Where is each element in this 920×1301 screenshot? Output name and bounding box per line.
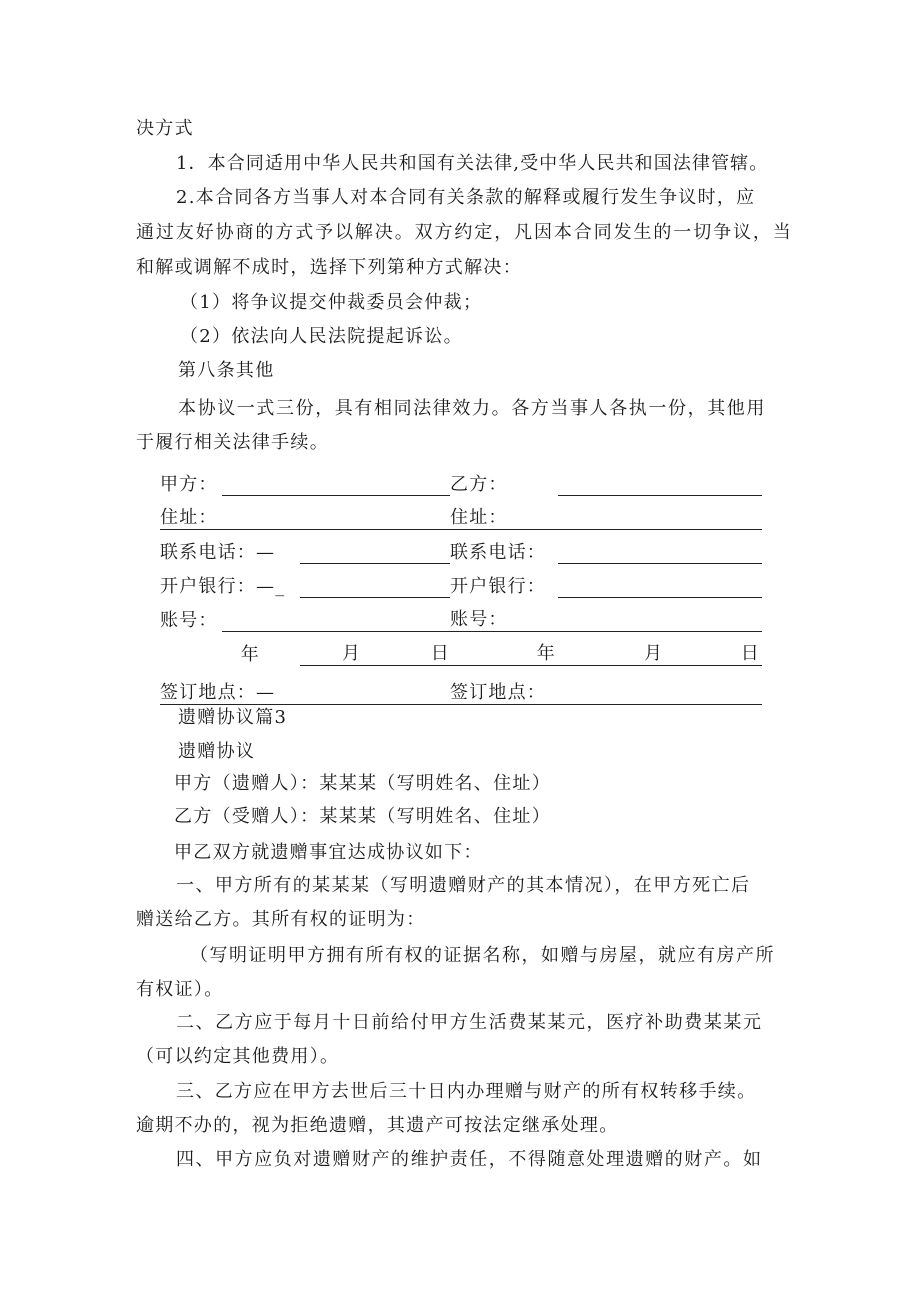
paragraph-line: 逾期不办的，视为拒绝遗赠，其遗产可按法定继承处理。 [136,1115,619,1136]
party-b-label: 乙方： [450,473,508,495]
account-b-label: 账号： [450,609,508,630]
day-b-text: 日 [740,643,760,664]
signature-table [160,462,762,705]
document-title: 遗赠协议 [178,741,256,762]
bank-b-label: 开户银行： [450,575,546,597]
paragraph-line: 1．本合同适用中华人民共和国有关法律,受中华人民共和国法律管辖。 [176,153,769,174]
paragraph-line: 三、乙方应在甲方去世后三十日内办理赠与财产的所有权转移手续。 [176,1081,757,1102]
paragraph-line: 和解或调解不成时，选择下列第种方式解决： [136,257,522,278]
paragraph-line: （可以约定其他费用）。 [136,1046,340,1067]
month-a [300,632,450,666]
paragraph-line: 有权证）。 [136,979,224,1000]
phone-b-label: 联系电话： [450,541,546,563]
paragraph-line: 本协议一式三份，具有相同法律效力。各方当事人各执一份，其他用 [178,398,766,419]
bank-a-label: 开户银行：—_ [160,575,286,597]
party-a-line: 甲方（遗赠人）：某某某（写明姓名、住址） [174,773,551,794]
paragraph-line: 赠送给乙方。其所有权的证明为： [136,909,426,930]
paragraph-line: 通过友好协商的方式予以解决。双方约定，凡因本合同发生的一切争议，当 [136,222,793,243]
bank-a-blank [300,564,450,598]
bank-b-blank [558,564,762,598]
party-b-blank [558,462,762,496]
address-b-blank [558,496,762,530]
paragraph-line: 甲乙双方就遗赠事宜达成协议如下： [174,842,483,863]
paragraph-line: 决方式 [136,118,194,139]
month-b-text: 月 [644,643,664,664]
paragraph-line: （写明证明甲方拥有所有权的证据名称，如赠与房屋，就应有房产所 [190,945,775,966]
list-item: （2）依法向人民法院提起诉讼。 [180,326,463,347]
month-day-b [558,632,762,666]
section-heading: 遗赠协议篇3 [178,707,288,728]
bank-row [160,564,762,598]
account-a-label: 账号： [160,609,218,631]
address-row [160,496,762,530]
year-b: 年 [450,632,558,666]
year-a: 年 [240,643,260,665]
phone-a-blank [300,530,450,564]
address-a-blank [222,496,300,530]
party-a-label: 甲方： [160,473,218,495]
phone-a-label: 联系电话：— [160,541,276,563]
place-a-label: 签订地点：— [160,666,300,705]
place-b-blank [558,666,762,705]
paragraph-line: 2.本合同各方当事人对本合同有关条款的解释或履行发生争议时，应 [176,187,756,208]
account-b-blank [558,598,762,632]
phone-b-blank [558,530,762,564]
party-b-line: 乙方（受赠人）：某某某（写明姓名、住址） [174,806,551,827]
month-a-text: 月 [342,643,362,664]
account-a-blank [222,598,300,632]
address-a-blank-2 [300,496,450,530]
address-b-label: 住址： [450,496,558,530]
paragraph-line: 二、乙方应于每月十日前给付甲方生活费某某元，医疗补助费某某元 [176,1012,763,1033]
date-row [160,632,762,666]
account-a-blank-2 [300,598,450,632]
party-row [160,462,762,496]
account-row [160,598,762,632]
place-a-blank [300,666,450,705]
address-a-label: 住址： [160,496,222,530]
place-row [160,666,762,705]
party-a-blank-2 [300,462,450,496]
list-item: （1）将争议提交仲裁委员会仲裁； [180,292,483,313]
day-a-text: 日 [430,643,450,664]
paragraph-line: 于履行相关法律手续。 [136,432,329,453]
place-b-label: 签订地点： [450,666,558,705]
article-heading: 第八条其他 [178,360,275,381]
paragraph-line: 四、甲方应负对遗赠财产的维护责任，不得随意处理遗赠的财产。如 [176,1149,763,1170]
phone-row [160,530,762,564]
paragraph-line: 一、甲方所有的某某某（写明遗赠财产的其本情况），在甲方死亡后 [176,875,751,896]
party-a-blank [222,462,300,496]
